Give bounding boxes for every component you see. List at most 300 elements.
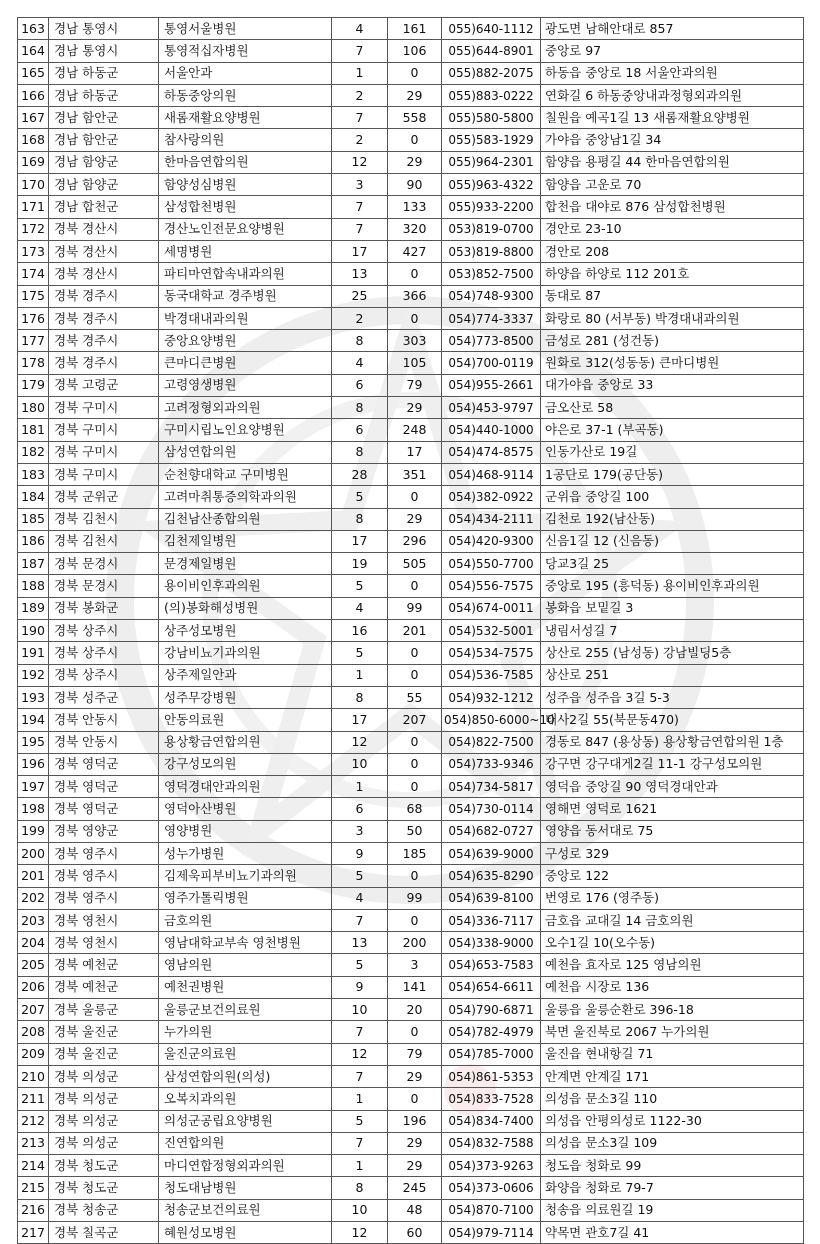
region-cell: 경북 군위군: [49, 486, 159, 508]
address-cell: 합천읍 대야로 876 삼성합천병원: [541, 196, 804, 218]
region-cell: 경남 합천군: [49, 196, 159, 218]
count-cell: 8: [332, 1177, 388, 1199]
phone-cell: 054)474-8575: [442, 441, 541, 463]
table-row: [18, 1177, 804, 1199]
region-cell: 경북 의성군: [49, 1110, 159, 1132]
count-cell: 5: [332, 954, 388, 976]
count-cell: 7: [332, 1021, 388, 1043]
count-cell: 4: [332, 887, 388, 909]
bed-count-cell: 200: [388, 932, 442, 954]
phone-cell: 054)534-7575: [442, 642, 541, 664]
phone-cell: 054)532-5001: [442, 620, 541, 642]
table-row: [18, 1065, 804, 1087]
hospital-name-cell: 진연합의원: [159, 1132, 332, 1154]
hospital-name-cell: 영덕아산병원: [159, 798, 332, 820]
region-cell: 경북 예천군: [49, 976, 159, 998]
table-row: [18, 1132, 804, 1154]
phone-cell: 054)850-6000~10: [442, 709, 541, 731]
row-number: 197: [18, 776, 49, 798]
table-row: [18, 263, 804, 285]
region-cell: 경남 하동군: [49, 84, 159, 106]
row-number: 191: [18, 642, 49, 664]
table-row: [18, 932, 804, 954]
count-cell: 6: [332, 374, 388, 396]
row-number: 170: [18, 174, 49, 196]
bed-count-cell: 90: [388, 174, 442, 196]
phone-cell: 054)773-8500: [442, 330, 541, 352]
region-cell: 경북 영덕군: [49, 776, 159, 798]
count-cell: 4: [332, 597, 388, 619]
phone-cell: 054)790-6871: [442, 999, 541, 1021]
count-cell: 7: [332, 909, 388, 931]
table-row: [18, 909, 804, 931]
count-cell: 8: [332, 508, 388, 530]
row-number: 196: [18, 753, 49, 775]
table-row: [18, 129, 804, 151]
address-cell: 하동읍 중앙로 18 서울안과의원: [541, 62, 804, 84]
phone-cell: 054)382-0922: [442, 486, 541, 508]
address-cell: 인동가산로 19길: [541, 441, 804, 463]
address-cell: 하양읍 하양로 112 201호: [541, 263, 804, 285]
phone-cell: 054)453-9797: [442, 397, 541, 419]
row-number: 199: [18, 820, 49, 842]
region-cell: 경북 영덕군: [49, 753, 159, 775]
table-row: [18, 731, 804, 753]
phone-cell: 054)700-0119: [442, 352, 541, 374]
table-row: [18, 196, 804, 218]
bed-count-cell: 161: [388, 18, 442, 40]
row-number: 217: [18, 1222, 49, 1244]
hospital-name-cell: 함양성심병원: [159, 174, 332, 196]
phone-cell: 054)674-0011: [442, 597, 541, 619]
row-number: 201: [18, 865, 49, 887]
phone-cell: 054)782-4979: [442, 1021, 541, 1043]
row-number: 189: [18, 597, 49, 619]
row-number: 213: [18, 1132, 49, 1154]
address-cell: 경안로 23-10: [541, 218, 804, 240]
region-cell: 경북 고령군: [49, 374, 159, 396]
address-cell: 신음1길 12 (신음동): [541, 530, 804, 552]
hospital-name-cell: 순천향대학교 구미병원: [159, 463, 332, 485]
count-cell: 8: [332, 330, 388, 352]
region-cell: 경북 영천시: [49, 909, 159, 931]
address-cell: 금오산로 58: [541, 397, 804, 419]
phone-cell: 054)785-7000: [442, 1043, 541, 1065]
hospital-name-cell: 금호의원: [159, 909, 332, 931]
count-cell: 28: [332, 463, 388, 485]
row-number: 171: [18, 196, 49, 218]
count-cell: 5: [332, 865, 388, 887]
address-cell: 번영로 176 (영주동): [541, 887, 804, 909]
row-number: 178: [18, 352, 49, 374]
address-cell: 예천읍 시장로 136: [541, 976, 804, 998]
bed-count-cell: 0: [388, 575, 442, 597]
count-cell: 1: [332, 664, 388, 686]
phone-cell: 054)550-7700: [442, 553, 541, 575]
region-cell: 경북 문경시: [49, 553, 159, 575]
address-cell: 금호읍 교대길 14 금호의원: [541, 909, 804, 931]
row-number: 198: [18, 798, 49, 820]
hospital-name-cell: 세명병원: [159, 240, 332, 262]
row-number: 214: [18, 1155, 49, 1177]
bed-count-cell: 48: [388, 1199, 442, 1221]
hospital-name-cell: 참사랑의원: [159, 129, 332, 151]
bed-count-cell: 296: [388, 530, 442, 552]
phone-cell: 054)682-0727: [442, 820, 541, 842]
table-row: [18, 1088, 804, 1110]
table-row: [18, 575, 804, 597]
phone-cell: 054)748-9300: [442, 285, 541, 307]
count-cell: 19: [332, 553, 388, 575]
bed-count-cell: 17: [388, 441, 442, 463]
region-cell: 경북 봉화군: [49, 597, 159, 619]
count-cell: 12: [332, 1222, 388, 1244]
row-number: 215: [18, 1177, 49, 1199]
row-number: 206: [18, 976, 49, 998]
count-cell: 6: [332, 419, 388, 441]
table-row: [18, 887, 804, 909]
table-row: [18, 307, 804, 329]
table-row: [18, 508, 804, 530]
bed-count-cell: 60: [388, 1222, 442, 1244]
count-cell: 17: [332, 709, 388, 731]
hospital-name-cell: 청도대남병원: [159, 1177, 332, 1199]
hospital-name-cell: 누가의원: [159, 1021, 332, 1043]
table-row: [18, 553, 804, 575]
hospital-name-cell: 강남비뇨기과의원: [159, 642, 332, 664]
address-cell: 약목면 관호7길 41: [541, 1222, 804, 1244]
hospital-name-cell: 삼성연합의원: [159, 441, 332, 463]
phone-cell: 054)468-9114: [442, 463, 541, 485]
region-cell: 경북 경주시: [49, 285, 159, 307]
row-number: 165: [18, 62, 49, 84]
count-cell: 7: [332, 107, 388, 129]
region-cell: 경북 영덕군: [49, 798, 159, 820]
phone-cell: 054)373-0606: [442, 1177, 541, 1199]
row-number: 185: [18, 508, 49, 530]
row-number: 205: [18, 954, 49, 976]
region-cell: 경북 구미시: [49, 419, 159, 441]
hospital-table: [17, 17, 804, 1244]
region-cell: 경북 김천시: [49, 530, 159, 552]
table-row: [18, 999, 804, 1021]
count-cell: 3: [332, 174, 388, 196]
address-cell: 의성읍 문소3길 110: [541, 1088, 804, 1110]
hospital-name-cell: 상주성모병원: [159, 620, 332, 642]
table-row: [18, 1199, 804, 1221]
table-body: [18, 18, 804, 1244]
bed-count-cell: 29: [388, 84, 442, 106]
table-row: [18, 820, 804, 842]
region-cell: 경남 통영시: [49, 18, 159, 40]
bed-count-cell: 0: [388, 865, 442, 887]
row-number: 182: [18, 441, 49, 463]
row-number: 174: [18, 263, 49, 285]
row-number: 173: [18, 240, 49, 262]
row-number: 210: [18, 1065, 49, 1087]
address-cell: 경안로 208: [541, 240, 804, 262]
phone-cell: 054)536-7585: [442, 664, 541, 686]
address-cell: 1공단로 179(공단동): [541, 463, 804, 485]
hospital-name-cell: 하동중앙의원: [159, 84, 332, 106]
row-number: 195: [18, 731, 49, 753]
hospital-name-cell: 고려마취통증의학과의원: [159, 486, 332, 508]
bed-count-cell: 20: [388, 999, 442, 1021]
hospital-name-cell: 예천권병원: [159, 976, 332, 998]
phone-cell: 055)964-2301: [442, 151, 541, 173]
region-cell: 경북 영주시: [49, 842, 159, 864]
hospital-name-cell: 오복치과의원: [159, 1088, 332, 1110]
table-row: [18, 463, 804, 485]
address-cell: 울릉읍 울릉순환로 396-18: [541, 999, 804, 1021]
hospital-name-cell: 큰마디큰병원: [159, 352, 332, 374]
address-cell: 상산로 255 (남성동) 강남빌딩5층: [541, 642, 804, 664]
row-number: 209: [18, 1043, 49, 1065]
region-cell: 경북 경산시: [49, 240, 159, 262]
bed-count-cell: 29: [388, 1155, 442, 1177]
region-cell: 경북 영천시: [49, 932, 159, 954]
bed-count-cell: 0: [388, 1088, 442, 1110]
address-cell: 동대로 87: [541, 285, 804, 307]
address-cell: 영덕읍 중앙길 90 영덕경대안과: [541, 776, 804, 798]
address-cell: 화양읍 청화로 79-7: [541, 1177, 804, 1199]
bed-count-cell: 106: [388, 40, 442, 62]
row-number: 203: [18, 909, 49, 931]
table-row: [18, 285, 804, 307]
region-cell: 경북 칠곡군: [49, 1222, 159, 1244]
phone-cell: 054)336-7117: [442, 909, 541, 931]
bed-count-cell: 141: [388, 976, 442, 998]
address-cell: 태사2길 55(북문동470): [541, 709, 804, 731]
phone-cell: 055)883-0222: [442, 84, 541, 106]
row-number: 163: [18, 18, 49, 40]
bed-count-cell: 68: [388, 798, 442, 820]
address-cell: 야은로 37-1 (부곡동): [541, 419, 804, 441]
count-cell: 1: [332, 776, 388, 798]
region-cell: 경북 상주시: [49, 664, 159, 686]
hospital-name-cell: 새롬재활요양병원: [159, 107, 332, 129]
count-cell: 5: [332, 575, 388, 597]
phone-cell: 054)870-7100: [442, 1199, 541, 1221]
region-cell: 경남 함안군: [49, 107, 159, 129]
bed-count-cell: 0: [388, 909, 442, 931]
table-row: [18, 374, 804, 396]
phone-cell: 054)635-8290: [442, 865, 541, 887]
region-cell: 경북 예천군: [49, 954, 159, 976]
row-number: 177: [18, 330, 49, 352]
table-row: [18, 664, 804, 686]
hospital-name-cell: 혜원성모병원: [159, 1222, 332, 1244]
row-number: 167: [18, 107, 49, 129]
count-cell: 7: [332, 1132, 388, 1154]
hospital-name-cell: (의)봉화해성병원: [159, 597, 332, 619]
hospital-name-cell: 한마음연합의원: [159, 151, 332, 173]
bed-count-cell: 0: [388, 486, 442, 508]
bed-count-cell: 99: [388, 597, 442, 619]
bed-count-cell: 0: [388, 62, 442, 84]
address-cell: 화랑로 80 (서부동) 박경대내과의원: [541, 307, 804, 329]
count-cell: 6: [332, 798, 388, 820]
count-cell: 16: [332, 620, 388, 642]
phone-cell: 055)882-2075: [442, 62, 541, 84]
count-cell: 8: [332, 397, 388, 419]
phone-cell: 054)822-7500: [442, 731, 541, 753]
row-number: 164: [18, 40, 49, 62]
hospital-name-cell: 영양병원: [159, 820, 332, 842]
region-cell: 경북 구미시: [49, 441, 159, 463]
bed-count-cell: 248: [388, 419, 442, 441]
address-cell: 예천읍 효자로 125 영남의원: [541, 954, 804, 976]
phone-cell: 055)963-4322: [442, 174, 541, 196]
hospital-name-cell: 영덕경대안과의원: [159, 776, 332, 798]
count-cell: 7: [332, 40, 388, 62]
row-number: 190: [18, 620, 49, 642]
address-cell: 군위읍 중앙길 100: [541, 486, 804, 508]
hospital-name-cell: 청송군보건의료원: [159, 1199, 332, 1221]
bed-count-cell: 320: [388, 218, 442, 240]
phone-cell: 054)653-7583: [442, 954, 541, 976]
table-row: [18, 597, 804, 619]
region-cell: 경남 통영시: [49, 40, 159, 62]
hospital-name-cell: 영남대학교부속 영천병원: [159, 932, 332, 954]
count-cell: 2: [332, 84, 388, 106]
bed-count-cell: 29: [388, 508, 442, 530]
address-cell: 영해면 영덕로 1621: [541, 798, 804, 820]
hospital-name-cell: 상주제일안과: [159, 664, 332, 686]
hospital-name-cell: 고령영생병원: [159, 374, 332, 396]
region-cell: 경북 울진군: [49, 1043, 159, 1065]
count-cell: 10: [332, 1199, 388, 1221]
bed-count-cell: 0: [388, 129, 442, 151]
region-cell: 경남 함안군: [49, 129, 159, 151]
table-row: [18, 486, 804, 508]
bed-count-cell: 558: [388, 107, 442, 129]
hospital-name-cell: 박경대내과의원: [159, 307, 332, 329]
row-number: 181: [18, 419, 49, 441]
hospital-name-cell: 안동의료원: [159, 709, 332, 731]
address-cell: 연화길 6 하동중앙내과정형외과의원: [541, 84, 804, 106]
count-cell: 12: [332, 731, 388, 753]
count-cell: 10: [332, 753, 388, 775]
table-row: [18, 642, 804, 664]
table-row: [18, 954, 804, 976]
row-number: 187: [18, 553, 49, 575]
row-number: 179: [18, 374, 49, 396]
table-row: [18, 1021, 804, 1043]
phone-cell: 055)640-1112: [442, 18, 541, 40]
table-row: [18, 441, 804, 463]
address-cell: 금성로 281 (성건동): [541, 330, 804, 352]
hospital-name-cell: 서울안과: [159, 62, 332, 84]
phone-cell: 054)955-2661: [442, 374, 541, 396]
bed-count-cell: 29: [388, 1132, 442, 1154]
address-cell: 중앙로 195 (흥덕동) 용이비인후과의원: [541, 575, 804, 597]
address-cell: 봉화읍 보밑길 3: [541, 597, 804, 619]
count-cell: 5: [332, 1110, 388, 1132]
count-cell: 1: [332, 1088, 388, 1110]
region-cell: 경북 상주시: [49, 642, 159, 664]
count-cell: 1: [332, 62, 388, 84]
region-cell: 경북 성주군: [49, 686, 159, 708]
count-cell: 17: [332, 530, 388, 552]
table-row: [18, 240, 804, 262]
table-row: [18, 1155, 804, 1177]
hospital-name-cell: 영남의원: [159, 954, 332, 976]
row-number: 194: [18, 709, 49, 731]
phone-cell: 055)644-8901: [442, 40, 541, 62]
address-cell: 오수1길 10(오수동): [541, 932, 804, 954]
address-cell: 냉림서성길 7: [541, 620, 804, 642]
bed-count-cell: 201: [388, 620, 442, 642]
phone-cell: 053)819-0700: [442, 218, 541, 240]
region-cell: 경북 구미시: [49, 397, 159, 419]
hospital-name-cell: 중앙요양병원: [159, 330, 332, 352]
address-cell: 중앙로 122: [541, 865, 804, 887]
row-number: 211: [18, 1088, 49, 1110]
region-cell: 경북 영주시: [49, 887, 159, 909]
row-number: 208: [18, 1021, 49, 1043]
hospital-name-cell: 마디연합정형외과의원: [159, 1155, 332, 1177]
count-cell: 4: [332, 18, 388, 40]
row-number: 184: [18, 486, 49, 508]
row-number: 168: [18, 129, 49, 151]
hospital-name-cell: 용상황금연합의원: [159, 731, 332, 753]
row-number: 175: [18, 285, 49, 307]
count-cell: 12: [332, 151, 388, 173]
region-cell: 경북 의성군: [49, 1132, 159, 1154]
region-cell: 경남 하동군: [49, 62, 159, 84]
hospital-name-cell: 구미시립노인요양병원: [159, 419, 332, 441]
region-cell: 경북 경산시: [49, 218, 159, 240]
hospital-name-cell: 김제욱피부비뇨기과의원: [159, 865, 332, 887]
row-number: 193: [18, 686, 49, 708]
row-number: 180: [18, 397, 49, 419]
address-cell: 청송읍 의료원길 19: [541, 1199, 804, 1221]
count-cell: 1: [332, 1155, 388, 1177]
region-cell: 경북 의성군: [49, 1065, 159, 1087]
count-cell: 17: [332, 240, 388, 262]
count-cell: 9: [332, 842, 388, 864]
address-cell: 가야읍 중앙남1길 34: [541, 129, 804, 151]
address-cell: 중앙로 97: [541, 40, 804, 62]
row-number: 204: [18, 932, 49, 954]
phone-cell: 054)434-2111: [442, 508, 541, 530]
bed-count-cell: 366: [388, 285, 442, 307]
hospital-name-cell: 성누가병원: [159, 842, 332, 864]
row-number: 188: [18, 575, 49, 597]
table-row: [18, 709, 804, 731]
address-cell: 강구면 강구대게2길 11-1 강구성모의원: [541, 753, 804, 775]
hospital-name-cell: 동국대학교 경주병원: [159, 285, 332, 307]
phone-cell: 055)583-1929: [442, 129, 541, 151]
table-row: [18, 1110, 804, 1132]
bed-count-cell: 29: [388, 151, 442, 173]
phone-cell: 054)734-5817: [442, 776, 541, 798]
phone-cell: 054)639-9000: [442, 842, 541, 864]
phone-cell: 055)933-2200: [442, 196, 541, 218]
address-cell: 김천로 192(남산동): [541, 508, 804, 530]
phone-cell: 054)440-1000: [442, 419, 541, 441]
table-row: [18, 686, 804, 708]
bed-count-cell: 0: [388, 776, 442, 798]
count-cell: 25: [332, 285, 388, 307]
phone-cell: 054)730-0114: [442, 798, 541, 820]
region-cell: 경북 구미시: [49, 463, 159, 485]
hospital-name-cell: 고려정형외과의원: [159, 397, 332, 419]
phone-cell: 053)819-8800: [442, 240, 541, 262]
address-cell: 북면 울진북로 2067 누가의원: [541, 1021, 804, 1043]
address-cell: 의성읍 안평의성로 1122-30: [541, 1110, 804, 1132]
